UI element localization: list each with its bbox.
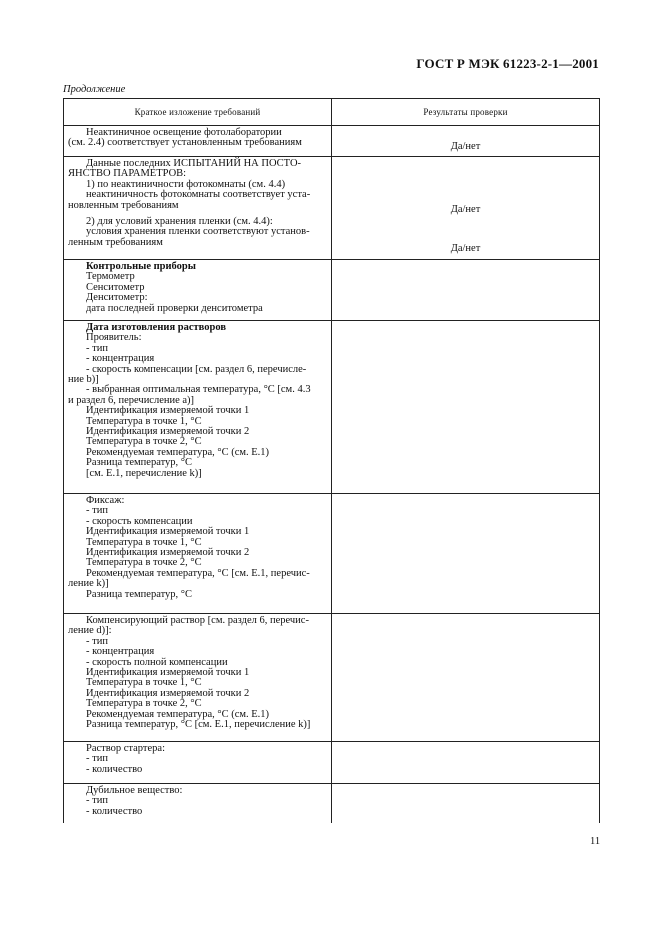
text-line: и раздел 6, перечисление а)] [68, 394, 195, 406]
result-cell [332, 494, 600, 614]
text-line: ЯНСТВО ПАРАМЕТРОВ: [68, 168, 187, 180]
result-yes-no: Да/нет [450, 141, 481, 152]
text-line: Идентификация измеряемой точки 2 [86, 547, 250, 559]
text-line: Неактиничное освещение фотолаборатории [86, 127, 282, 138]
requirement-cell [64, 260, 332, 321]
requirement-cell [64, 784, 332, 823]
requirement-cell [64, 157, 332, 260]
table-row [64, 126, 600, 157]
result-cell [332, 260, 600, 321]
text-line: Денситометр: [86, 292, 148, 304]
section-title: Дата изготовления растворов [86, 322, 227, 333]
text-line: ление k)] [68, 578, 109, 590]
text-line: Разница температур, °С [86, 457, 193, 469]
result-yes-no: Да/нет [450, 243, 481, 254]
text-line: Температура в точке 2, °С [86, 698, 202, 710]
text-line: Разница температур, °С [86, 588, 193, 600]
text-line: Раствор стартера: [86, 743, 165, 754]
text-line: 1) по неактиничности фотокомнаты (см. 4.4) [86, 178, 286, 190]
text-line: (см. 2.4) соответствует установленным требованиям [68, 137, 302, 149]
text-line: Проявитель: [86, 332, 142, 344]
text-line: новленным требованиям [68, 199, 179, 211]
text-line: Фиксаж: [86, 495, 125, 506]
result-cell [332, 126, 600, 157]
text-line: - тип [86, 505, 108, 517]
result-cell [332, 742, 600, 784]
text-line: Идентификация измеряемой точки 2 [86, 426, 250, 438]
text-line: Идентификация измеряемой точки 1 [86, 526, 250, 538]
text-line: Температура в точке 2, °С [86, 557, 202, 569]
text-line: Идентификация измеряемой точки 1 [86, 667, 250, 679]
table-header-row [64, 99, 600, 126]
col-header-requirements: Краткое изложение требований [64, 99, 332, 126]
table-row [64, 494, 600, 614]
col-header-results: Результаты проверки [332, 99, 600, 126]
text-line: [см. Е.1, перечисление k)] [86, 467, 202, 479]
text-line: условия хранения пленки соответствуют установ- [86, 226, 310, 238]
table-row [64, 321, 600, 494]
continuation-label: Продолжение [63, 84, 126, 95]
text-line: Температура в точке 1, °С [86, 536, 202, 548]
text-line: Температура в точке 2, °С [86, 436, 202, 448]
table-row [64, 157, 600, 260]
text-line: - количество [86, 763, 143, 775]
table-row [64, 784, 600, 823]
text-line: - скорость полной компенсации [86, 656, 228, 668]
text-line: Данные последних ИСПЫТАНИЙ НА ПОСТО- [86, 158, 302, 169]
table-row [64, 260, 600, 321]
text-line: Идентификация измеряемой точки 2 [86, 687, 250, 699]
text-line: Рекомендуемая температура, °С [см. Е.1, перечис- [86, 567, 310, 579]
text-line: - тип [86, 635, 108, 647]
text-line: неактиничность фотокомнаты соответствует уста- [86, 189, 311, 201]
page-number: 11 [590, 836, 601, 847]
result-cell [332, 157, 600, 260]
text-line: Термометр [86, 271, 135, 283]
text-line: 2) для условий хранения пленки (см. 4.4): [86, 216, 273, 228]
text-line: - тип [86, 753, 108, 765]
requirement-cell [64, 614, 332, 742]
requirement-cell [64, 494, 332, 614]
text-line: Разница температур, °С [см. Е.1, перечисление k)] [86, 719, 311, 731]
result-cell [332, 321, 600, 494]
text-line: Идентификация измеряемой точки 1 [86, 405, 250, 417]
result-cell [332, 784, 600, 823]
text-line: ленным требованиям [68, 236, 163, 248]
text-line: Сенситометр [86, 281, 145, 293]
text-line: дата последней проверки денситометра [86, 302, 263, 314]
requirement-cell [64, 742, 332, 784]
requirements-table [63, 98, 600, 823]
text-line: - концентрация [86, 646, 155, 658]
text-line: - выбранная оптимальная температура, °С [см. 4.3 [86, 384, 311, 396]
text-line: - тип [86, 795, 108, 807]
table-row [64, 614, 600, 742]
text-line: - тип [86, 342, 108, 354]
text-line: Рекомендуемая температура, °С (см. Е.1) [86, 446, 270, 458]
text-line: Рекомендуемая температура, °С (см. Е.1) [86, 708, 270, 720]
text-line: Температура в точке 1, °С [86, 677, 202, 689]
text-line: - скорость компенсации [86, 515, 193, 527]
section-title: Контрольные приборы [86, 261, 196, 272]
result-cell [332, 614, 600, 742]
text-line: Компенсирующий раствор [см. раздел 6, перечис- [86, 615, 309, 626]
text-line: - скорость компенсации [см. раздел 6, перечисле- [86, 363, 307, 375]
text-line: - концентрация [86, 353, 155, 365]
requirement-cell [64, 126, 332, 157]
text-line: Дубильное вещество: [86, 785, 183, 796]
result-yes-no: Да/нет [450, 204, 481, 215]
text-line: ние b)] [68, 374, 99, 386]
requirement-cell [64, 321, 332, 494]
document-header: ГОСТ Р МЭК 61223-2-1—2001 [416, 56, 599, 71]
text-line: - количество [86, 805, 143, 817]
table-row [64, 742, 600, 784]
text-line: ление d)]: [68, 625, 112, 637]
text-line: Температура в точке 1, °С [86, 415, 202, 427]
